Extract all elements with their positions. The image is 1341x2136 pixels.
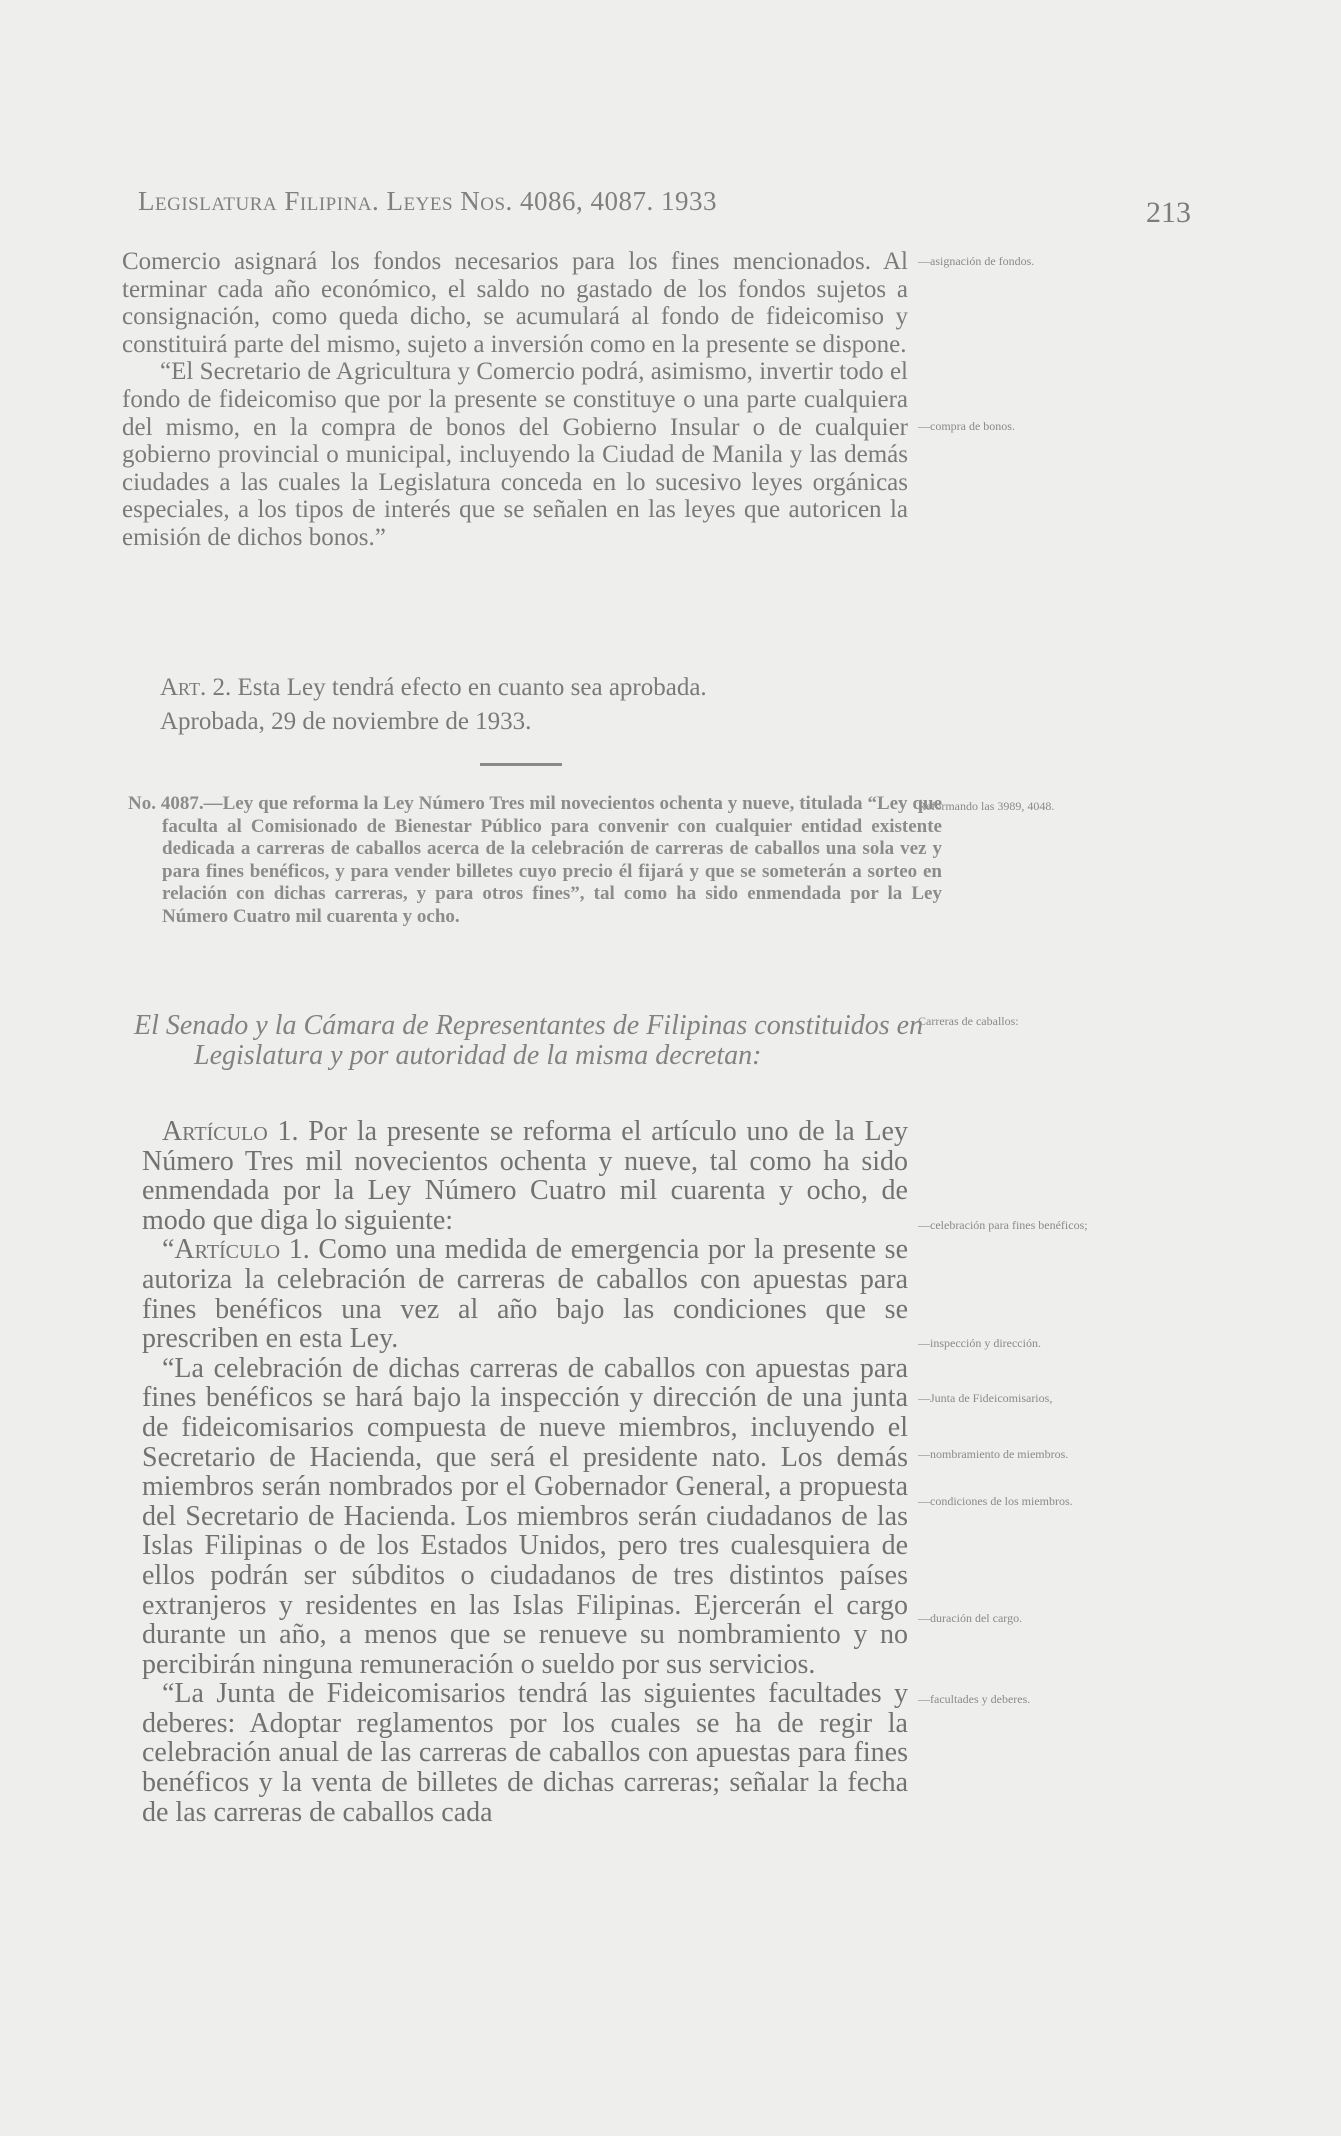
section-divider <box>480 763 562 766</box>
enacting-clause: El Senado y la Cámara de Representantes de Filipinas constituidos en Legislatura y por autoridad de la misma decretan: <box>134 1010 924 1071</box>
paragraph: “El Secretario de Agricultura y Comercio podrá, asimismo, invertir todo el fondo de fideicomiso que por la presente se constituye o una parte cualquiera del mismo, en la compra de bonos del Gobierno Insular o de cualquier gobierno provincial o municipal, incluyendo la Ciudad de Manila y las demás ciudades a las cuales la Legislatura conceda en lo sucesivo leyes orgánicas especiales, a los tipos de interés que se señalen en las leyes que autoricen la emisión de dichos bonos.” <box>122 358 908 551</box>
margin-note: —facultades y deberes. <box>918 1692 1031 1706</box>
paragraph: Comercio asignará los fondos necesarios para los fines mencionados. Al terminar cada año económico, el saldo no gastado de los fondos sujetos a consignación, como queda dicho, se acumulará al fondo de fideicomiso y constituirá parte del mismo, sujeto a inversión como en la presente se dispone. <box>122 248 908 358</box>
article-text: Como una medida de emergencia por la presente se autoriza la celebración de carreras de caballos con apuestas para fines benéficos una vez al año bajo las condiciones que se prescriben en esta Ley. <box>142 1234 908 1355</box>
page-number: 213 <box>1146 196 1191 229</box>
law-4086-closing-text <box>122 248 908 552</box>
margin-note: —compra de bonos. <box>918 419 1015 433</box>
margin-note: —nombramiento de miembros. <box>918 1447 1069 1461</box>
margin-note: Reformando las 3989, 4048. <box>918 799 1055 813</box>
paragraph: “La Junta de Fideicomisarios tendrá las siguientes facultades y deberes: Adoptar reglamentos por los cuales se ha de regir la celebración anual de las carreras de caballos con apuestas para fines benéficos y la venta de billetes de dichas carreras; señalar la fecha de las carreras de caballos cada <box>142 1678 908 1828</box>
margin-note: —condiciones de los miembros. <box>918 1494 1073 1508</box>
running-head: Legislatura Filipina. Leyes Nos. 4086, 4087. 1933 <box>138 186 718 216</box>
article-label: Artículo 1. <box>162 1116 299 1147</box>
margin-note: —asignación de fondos. <box>918 254 1035 268</box>
article-label: “Artículo 1. <box>162 1234 310 1266</box>
article-text: Esta Ley tendrá efecto en cuanto sea aprobada. <box>231 674 707 701</box>
article-1 <box>142 1117 908 1235</box>
article-text: Por la presente se reforma el artículo uno de la Ley Número Tres mil novecientos ochenta y nueve, tal como ha sido enmendada por la Ley Número Cuatro mil cuarenta y ocho, de modo que diga lo siguiente: <box>142 1116 908 1236</box>
article-2 <box>122 674 908 702</box>
quoted-article-1 <box>142 1235 908 1353</box>
article-label: Art. 2. <box>160 674 232 701</box>
margin-note: Carreras de caballos: <box>918 1014 1019 1028</box>
law-4087-title: No. 4087.—Ley que reforma la Ley Número Tres mil novecientos ochenta y nueve, titulada “Ley que faculta al Comisionado de Bienestar Público para convenir con cualquier entidad existente dedicada a carreras de caballos acerca de la celebración de carreras de caballos una sola vez y para fines benéficos, y para vender billetes cuyo precio él fijará y que se someterán a sorteo en relación con dichas carreras, y para otros fines”, tal como ha sido enmendada por la Ley Número Cuatro mil cuarenta y ocho. <box>128 793 942 927</box>
law-4087-body <box>142 1117 908 1827</box>
law-4086-article-2 <box>122 674 908 735</box>
margin-note: —Junta de Fideicomisarios, <box>918 1391 1053 1405</box>
margin-note: —inspección y dirección. <box>918 1336 1041 1350</box>
paragraph: “La celebración de dichas carreras de caballos con apuestas para fines benéficos se hará bajo la inspección y dirección de una junta de fideicomisarios compuesta de nueve miembros, incluyendo el Secretario de Hacienda, que será el presidente nato. Los demás miembros serán nombrados por el Gobernador General, a propuesta del Secretario de Hacienda. Los miembros serán ciudadanos de las Islas Filipinas o de los Estados Unidos, pero tres cualesquiera de ellos podrán ser súbditos o ciudadanos de tres distintos países extranjeros y residentes en las Islas Filipinas. Ejercerán el cargo durante un año, a menos que se renueve su nombramiento y no percibirán ninguna remuneración o sueldo por sus servicios. <box>142 1352 908 1680</box>
margin-note: —celebración para fines benéficos; <box>918 1218 1088 1232</box>
margin-note: —duración del cargo. <box>918 1611 1023 1625</box>
approval-date: Aprobada, 29 de noviembre de 1933. <box>160 707 532 735</box>
